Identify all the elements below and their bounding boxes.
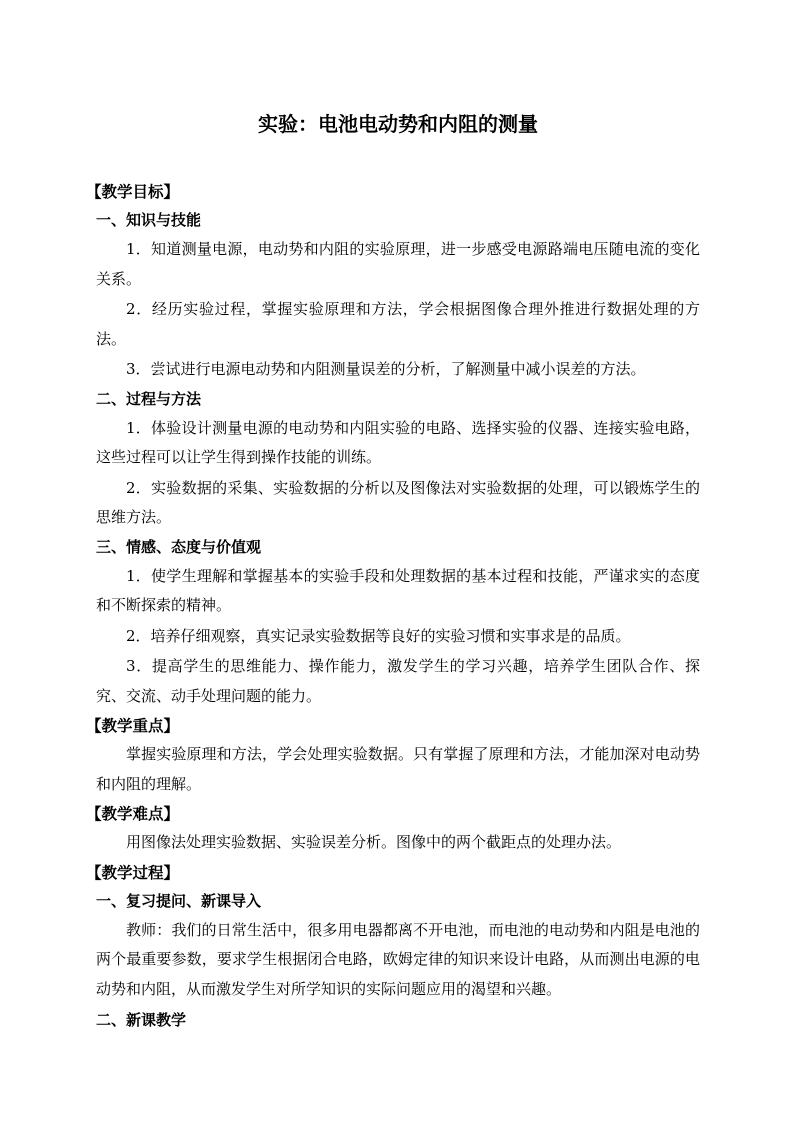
- paragraph: 1．使学生理解和掌握基本的实验手段和处理数据的基本过程和技能，严谨求实的态度和不断探索的精神。: [96, 566, 700, 614]
- subheading-review-intro: 一、复习提问、新课导入: [96, 891, 262, 910]
- paragraph: 1．知道测量电源，电动势和内阻的实验原理，进一步感受电源路端电压随电流的变化关系。: [96, 240, 700, 288]
- document-title: 实验：电池电动势和内阻的测量: [258, 112, 538, 136]
- document-body: [86, 177, 700, 1035]
- paragraph: 2．实验数据的采集、实验数据的分析以及图像法对实验数据的处理，可以锻炼学生的思维方法。: [96, 478, 700, 526]
- section-heading-objectives: 【教学目标】: [86, 182, 180, 201]
- document-page: [86, 0, 700, 1123]
- paragraph: 教师：我们的日常生活中，很多用电器都离不开电池，而电池的电动势和内阻是电池的两个最重要参数，要求学生根据闭合电路，欧姆定律的知识来设计电路，从而测出电源的电动势和内阻，从而激发学生对所学知识的实际问题应用的渴望和兴趣。: [96, 920, 700, 998]
- subheading-process-methods: 二、过程与方法: [96, 389, 202, 408]
- paragraph: 3．尝试进行电源电动势和内阻测量误差的分析，了解测量中减小误差的方法。: [126, 360, 646, 378]
- paragraph: 1．体验设计测量电源的电动势和内阻实验的电路、选择实验的仪器、连接实验电路，这些过程可以让学生得到操作技能的训练。: [96, 418, 700, 466]
- paragraph: 2．经历实验过程，掌握实验原理和方法，学会根据图像合理外推进行数据处理的方法。: [96, 300, 700, 348]
- paragraph: 3．提高学生的思维能力、操作能力，激发学生的学习兴趣，培养学生团队合作、探究、交流、动手处理问题的能力。: [96, 657, 700, 705]
- subheading-knowledge-skills: 一、知识与技能: [96, 211, 202, 229]
- section-heading-key-points: 【教学重点】: [86, 716, 180, 735]
- section-heading-difficulties: 【教学难点】: [86, 804, 180, 823]
- paragraph: 用图像法处理实验数据、实验误差分析。图像中的两个截距点的处理办法。: [126, 833, 622, 851]
- paragraph: 掌握实验原理和方法，学会处理实验数据。只有掌握了原理和方法，才能加深对电动势和内阻的理解。: [96, 745, 700, 793]
- subheading-emotion-values: 三、情感、态度与价值观: [96, 537, 262, 556]
- section-heading-teaching-process: 【教学过程】: [86, 862, 180, 882]
- subheading-new-lesson: 二、新课教学: [96, 1011, 187, 1029]
- paragraph: 2．培养仔细观察，真实记录实验数据等良好的实验习惯和实事求是的品质。: [126, 626, 631, 645]
